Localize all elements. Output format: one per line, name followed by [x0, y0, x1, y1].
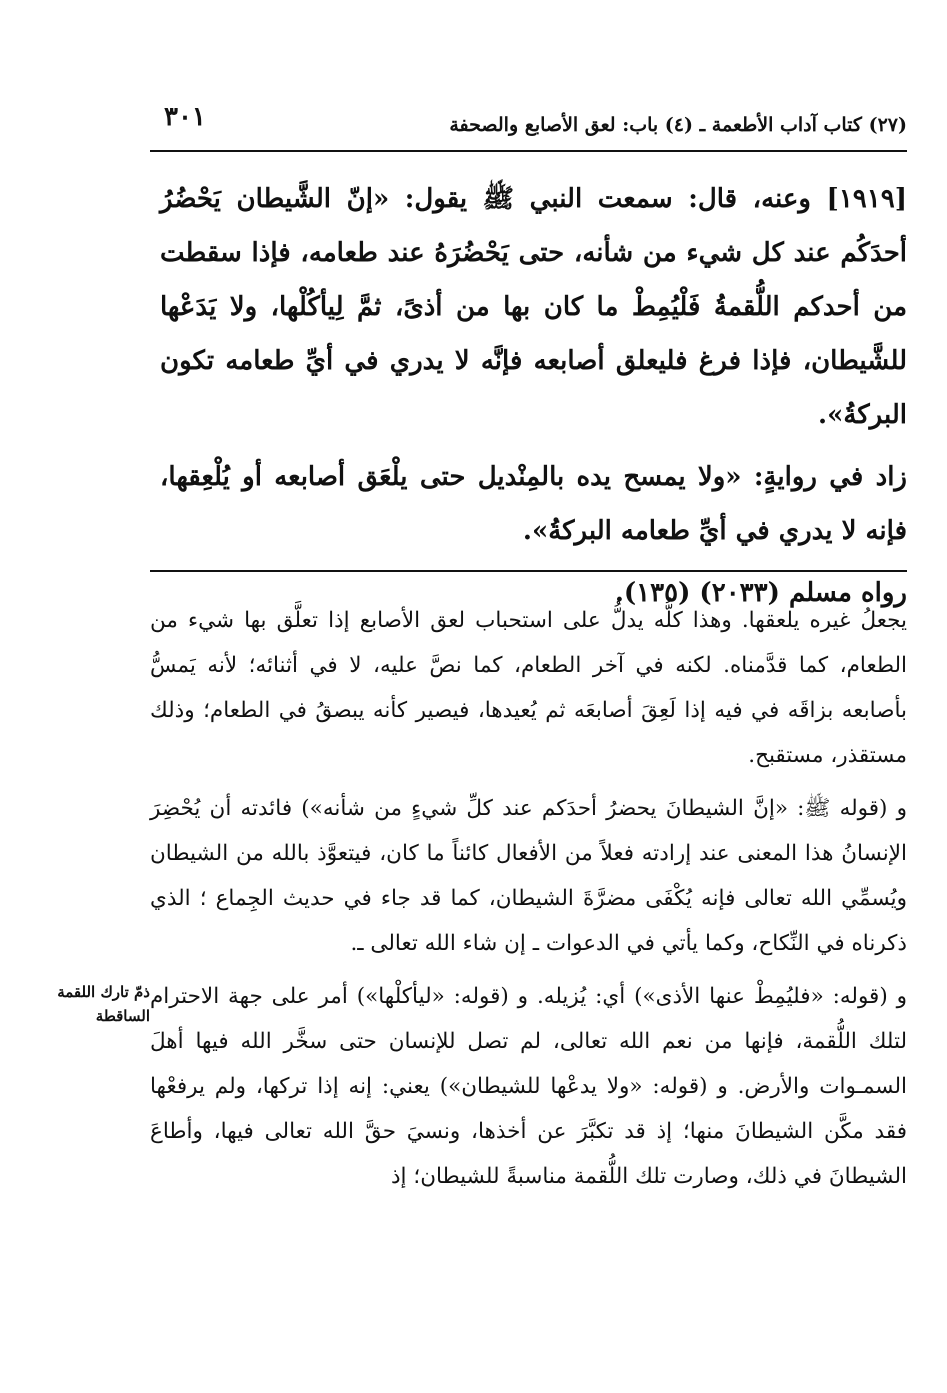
hadith-text: [١٩١٩] وعنه، قال: سمعت النبي ﷺ يقول: «إنّ الشَّيطان يَحْضُرُ أحدَكُم عند كل شيء من شأنه، حتى يَحْضُرَهُ عند طعامه، فإذا سقطت من أحدكم اللُّقمةُ فَلْيُمِطْ ما كان بها من أذىً، ثمَّ لِيأكُلْها، ولا يَدَعْها للشَّيطان، فإذا فرغ فليعلق أصابعه فإنَّه لا يدري في أيِّ طعامه تكون البركةُ».: [160, 184, 907, 430]
commentary-paragraph: يجعلُ غيره يلعقها. وهذا كلُّه يدلُّ على استحباب لعق الأصابع إذا تعلَّق بها شيء من الطعام، كما قدَّمناه. لكنه في آخر الطعام، كما نصَّ عليه، لا في أثنائه؛ لأنه يَمسُّ بأصابعه بزاقَه في فيه إذا لَعِقَ أصابعَه ثم يُعيدها، فيصير كأنه يبصقُ في الطعام؛ وذلك مستقذر، مستقبح.: [150, 608, 907, 768]
commentary-paragraph: و (قوله: «فليُمِطْ عنها الأذى») أي: يُزيله. و (قوله: «ليأكلْها») أمر على جهة الاحترام لتلك اللُّقمة، فإنها من نعم الله تعالى، لم تصل للإنسان حتى سخَّر الله فيها أهلَ السمـوات والأرض. و (قوله: «ولا يدعْها للشيطان») يعني: إنه إذا تركها، ولم يرفعْها فقد مكَّن الشيطانَ منها؛ إذ قد تكبَّرَ عن أخذها، ونسيَ حقَّ الله تعالى فيها، وأطاعَ الشيطانَ في ذلك، وصارت تلك اللُّقمة مناسبةً للشيطان؛ إذ: [150, 984, 907, 1189]
header-rule: [150, 150, 907, 152]
section-divider: [150, 570, 907, 572]
running-header: [150, 100, 907, 148]
hadith-source: رواه مسلم (٢٠٣٣) (١٣٥).: [614, 578, 907, 608]
commentary-paragraph: و (قوله ﷺ: «إنَّ الشيطانَ يحضرُ أحدَكم عند كلِّ شيءٍ من شأنه») فائدته أن يُحْضِرَ الإنسانُ هذا المعنى عند إرادته فعلاً من الأفعال كائناً ما كان، فيتعوَّذ بالله من الشيطان ويُسمِّي الله تعالى فإنه يُكْفَى مضرَّةَ الشيطان، كما قد جاء في حديث الجِماع ؛ الذي ذكرناه في النِّكاح، وكما يأتي في الدعوات ـ إن شاء الله تعالى ـ.: [150, 796, 907, 956]
commentary-block: [150, 598, 907, 1207]
page-number: ٣٠١: [164, 102, 206, 132]
margin-note: ذمّ تارك اللقمة الساقطة: [57, 983, 150, 1025]
header-title: (٢٧) كتاب آداب الأطعمة ـ (٤) باب: لعق الأصابع والصحفة: [449, 114, 907, 136]
hadith-block: [160, 172, 907, 628]
hadith-addition: زاد في روايةٍ: «ولا يمسح يده بالمِنْديل حتى يلْعَق أصابعه أو يُلْعِقها، فإنه لا يدري في أيِّ طعامه البركةُ».: [160, 462, 907, 546]
